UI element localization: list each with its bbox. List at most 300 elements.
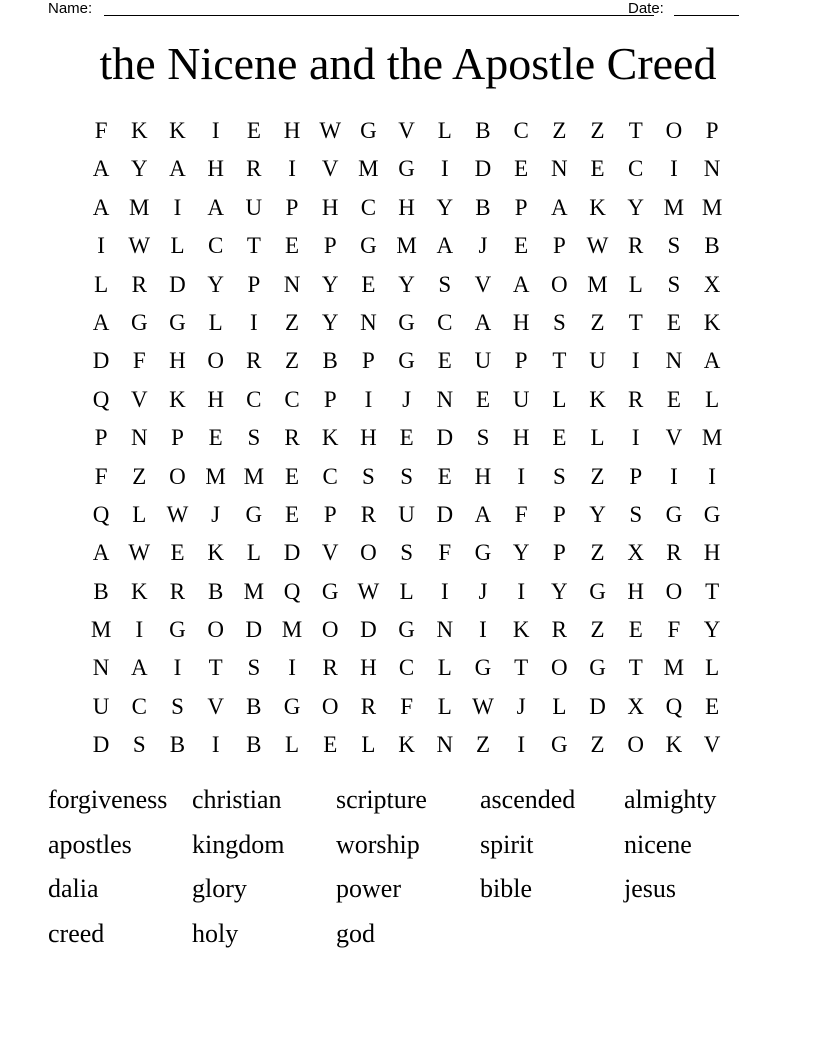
- grid-letter[interactable]: B: [704, 233, 720, 259]
- grid-letter[interactable]: I: [670, 463, 678, 489]
- grid-letter[interactable]: N: [92, 655, 110, 681]
- grid-letter[interactable]: Q: [92, 501, 110, 527]
- grid-letter[interactable]: E: [590, 156, 605, 182]
- grid-letter[interactable]: N: [665, 348, 683, 374]
- grid-letter[interactable]: E: [170, 540, 185, 566]
- grid-letter[interactable]: B: [322, 348, 338, 374]
- grid-letter[interactable]: A: [551, 194, 568, 220]
- grid-letter[interactable]: S: [132, 732, 146, 758]
- grid-letter[interactable]: V: [207, 693, 224, 719]
- grid-letter[interactable]: O: [665, 578, 683, 604]
- grid-letter[interactable]: K: [169, 386, 186, 412]
- grid-letter[interactable]: A: [92, 309, 110, 335]
- grid-letter[interactable]: D: [474, 156, 492, 182]
- grid-letter[interactable]: Z: [475, 732, 490, 758]
- grid-letter[interactable]: W: [472, 693, 494, 719]
- grid-letter[interactable]: N: [283, 271, 301, 297]
- grid-letter[interactable]: G: [245, 501, 263, 527]
- grid-letter[interactable]: N: [436, 617, 454, 643]
- grid-letter[interactable]: K: [207, 540, 224, 566]
- grid-letter[interactable]: C: [628, 156, 644, 182]
- grid-letter[interactable]: S: [552, 463, 566, 489]
- grid-letter[interactable]: R: [551, 617, 568, 643]
- grid-letter[interactable]: K: [130, 118, 148, 143]
- grid-letter[interactable]: A: [512, 271, 530, 297]
- grid-letter[interactable]: B: [475, 118, 491, 143]
- grid-letter[interactable]: C: [322, 463, 338, 489]
- grid-letter[interactable]: T: [208, 655, 223, 681]
- grid-letter[interactable]: L: [246, 540, 261, 566]
- grid-letter[interactable]: U: [245, 194, 263, 220]
- grid-letter[interactable]: B: [93, 578, 109, 604]
- grid-letter[interactable]: F: [514, 501, 528, 527]
- grid-letter[interactable]: M: [358, 156, 379, 182]
- grid-letter[interactable]: M: [129, 194, 150, 220]
- grid-letter[interactable]: E: [285, 501, 300, 527]
- grid-letter[interactable]: H: [512, 425, 530, 451]
- grid-letter[interactable]: G: [398, 348, 415, 374]
- grid-letter[interactable]: G: [398, 309, 415, 335]
- grid-letter[interactable]: D: [436, 425, 454, 451]
- grid-letter[interactable]: R: [131, 271, 147, 297]
- grid-letter[interactable]: G: [321, 578, 339, 604]
- grid-letter[interactable]: E: [475, 386, 490, 412]
- grid-letter[interactable]: I: [517, 732, 525, 758]
- grid-letter[interactable]: S: [476, 425, 490, 451]
- grid-letter[interactable]: R: [246, 156, 262, 182]
- grid-letter[interactable]: Z: [590, 540, 605, 566]
- grid-letter[interactable]: Z: [285, 348, 300, 374]
- grid-letter[interactable]: P: [552, 233, 566, 259]
- grid-letter[interactable]: I: [631, 425, 640, 451]
- grid-letter[interactable]: A: [474, 501, 492, 527]
- grid-letter[interactable]: N: [436, 386, 454, 412]
- grid-letter[interactable]: S: [362, 463, 375, 489]
- grid-letter[interactable]: Q: [665, 693, 683, 719]
- grid-letter[interactable]: D: [283, 540, 301, 566]
- grid-letter[interactable]: F: [438, 540, 452, 566]
- grid-letter[interactable]: L: [399, 578, 414, 604]
- grid-letter[interactable]: P: [94, 425, 108, 451]
- grid-letter[interactable]: O: [551, 655, 568, 681]
- grid-letter[interactable]: M: [663, 194, 685, 220]
- grid-letter[interactable]: Y: [207, 271, 224, 297]
- grid-letter[interactable]: S: [171, 693, 184, 719]
- grid-letter[interactable]: L: [705, 386, 720, 412]
- grid-letter[interactable]: X: [703, 271, 721, 297]
- grid-letter[interactable]: A: [130, 655, 148, 681]
- grid-letter[interactable]: J: [478, 233, 488, 259]
- grid-letter[interactable]: G: [398, 156, 415, 182]
- grid-letter[interactable]: R: [360, 501, 377, 527]
- grid-letter[interactable]: S: [247, 425, 261, 451]
- grid-letter[interactable]: E: [552, 425, 567, 451]
- grid-letter[interactable]: X: [627, 540, 645, 566]
- grid-letter[interactable]: Y: [551, 578, 568, 604]
- grid-letter[interactable]: H: [474, 463, 492, 489]
- grid-letter[interactable]: A: [474, 309, 492, 335]
- grid-letter[interactable]: A: [703, 348, 721, 374]
- grid-letter[interactable]: I: [440, 578, 449, 604]
- grid-letter[interactable]: H: [627, 578, 645, 604]
- grid-letter[interactable]: M: [701, 194, 723, 220]
- grid-letter[interactable]: F: [400, 693, 413, 719]
- grid-letter[interactable]: P: [629, 463, 643, 489]
- grid-letter[interactable]: T: [628, 118, 643, 143]
- grid-letter[interactable]: C: [360, 194, 377, 220]
- grid-letter[interactable]: O: [360, 540, 377, 566]
- grid-letter[interactable]: L: [361, 732, 376, 758]
- grid-letter[interactable]: K: [169, 118, 186, 143]
- grid-letter[interactable]: M: [396, 233, 417, 259]
- grid-letter[interactable]: A: [92, 156, 110, 182]
- grid-letter[interactable]: E: [208, 425, 223, 451]
- grid-letter[interactable]: K: [703, 309, 721, 335]
- grid-letter[interactable]: T: [246, 233, 261, 259]
- grid-letter[interactable]: N: [703, 156, 721, 182]
- grid-letter[interactable]: G: [474, 655, 492, 681]
- grid-letter[interactable]: N: [436, 732, 454, 758]
- grid-letter[interactable]: S: [400, 540, 413, 566]
- grid-letter[interactable]: I: [708, 463, 716, 489]
- grid-letter[interactable]: M: [243, 578, 265, 604]
- grid-letter[interactable]: M: [701, 425, 723, 451]
- grid-letter[interactable]: I: [288, 655, 296, 681]
- grid-letter[interactable]: R: [284, 425, 300, 451]
- grid-letter[interactable]: A: [92, 194, 110, 220]
- grid-letter[interactable]: D: [589, 693, 606, 719]
- grid-letter[interactable]: O: [169, 463, 186, 489]
- grid-letter[interactable]: T: [628, 655, 643, 681]
- grid-letter[interactable]: I: [631, 348, 640, 374]
- grid-letter[interactable]: P: [247, 271, 261, 297]
- grid-letter[interactable]: R: [628, 386, 644, 412]
- grid-letter[interactable]: P: [514, 348, 528, 374]
- grid-letter[interactable]: L: [285, 732, 300, 758]
- grid-letter[interactable]: R: [322, 655, 338, 681]
- grid-letter[interactable]: T: [705, 578, 720, 604]
- grid-letter[interactable]: V: [321, 156, 339, 182]
- grid-letter[interactable]: E: [705, 693, 720, 719]
- grid-letter[interactable]: V: [321, 540, 339, 566]
- grid-letter[interactable]: E: [514, 233, 529, 259]
- grid-letter[interactable]: L: [552, 693, 567, 719]
- grid-letter[interactable]: R: [666, 540, 682, 566]
- grid-letter[interactable]: G: [551, 732, 568, 758]
- grid-letter[interactable]: O: [665, 118, 683, 143]
- grid-letter[interactable]: T: [552, 348, 567, 374]
- grid-letter[interactable]: E: [285, 463, 300, 489]
- grid-letter[interactable]: Z: [285, 309, 300, 335]
- grid-letter[interactable]: K: [321, 425, 339, 451]
- grid-letter[interactable]: D: [245, 617, 263, 643]
- grid-letter[interactable]: I: [173, 655, 182, 681]
- grid-letter[interactable]: O: [207, 348, 224, 374]
- grid-letter[interactable]: T: [628, 309, 643, 335]
- grid-letter[interactable]: I: [517, 578, 525, 604]
- grid-letter[interactable]: G: [130, 309, 148, 335]
- grid-letter[interactable]: O: [627, 732, 645, 758]
- grid-letter[interactable]: S: [438, 271, 452, 297]
- grid-letter[interactable]: P: [705, 118, 719, 143]
- grid-letter[interactable]: G: [665, 501, 683, 527]
- grid-letter[interactable]: Y: [703, 617, 721, 643]
- grid-letter[interactable]: E: [399, 425, 414, 451]
- grid-letter[interactable]: M: [587, 271, 608, 297]
- grid-letter[interactable]: Y: [321, 271, 339, 297]
- grid-letter[interactable]: V: [398, 118, 415, 143]
- grid-letter[interactable]: H: [360, 655, 377, 681]
- grid-letter[interactable]: E: [323, 732, 338, 758]
- grid-letter[interactable]: Z: [590, 463, 605, 489]
- grid-row: [82, 496, 731, 534]
- grid-letter[interactable]: E: [285, 233, 300, 259]
- grid-letter[interactable]: Y: [589, 501, 606, 527]
- grid-letter[interactable]: V: [130, 386, 148, 412]
- grid-letter[interactable]: L: [437, 655, 452, 681]
- grid-letter[interactable]: S: [667, 271, 681, 297]
- grid-letter[interactable]: R: [169, 578, 186, 604]
- grid-letter[interactable]: E: [437, 348, 452, 374]
- grid-letter[interactable]: L: [94, 271, 109, 297]
- grid-letter[interactable]: M: [663, 655, 685, 681]
- grid-letter[interactable]: I: [364, 386, 373, 412]
- grid-letter[interactable]: L: [437, 693, 452, 719]
- grid-letter[interactable]: C: [284, 386, 300, 412]
- grid-letter[interactable]: C: [513, 118, 529, 143]
- grid-letter[interactable]: G: [360, 118, 377, 143]
- grid-letter[interactable]: T: [514, 655, 529, 681]
- grid-letter[interactable]: G: [589, 655, 606, 681]
- grid-letter[interactable]: S: [552, 309, 566, 335]
- grid-letter[interactable]: C: [131, 693, 147, 719]
- grid-letter[interactable]: I: [670, 156, 678, 182]
- grid-letter[interactable]: W: [128, 540, 151, 566]
- grid-letter[interactable]: K: [589, 386, 606, 412]
- grid-letter[interactable]: U: [398, 501, 415, 527]
- grid-letter[interactable]: I: [250, 309, 258, 335]
- grid-letter[interactable]: J: [211, 501, 221, 527]
- grid-letter[interactable]: Q: [92, 386, 110, 412]
- grid-letter[interactable]: D: [169, 271, 186, 297]
- grid-letter[interactable]: E: [514, 156, 529, 182]
- grid-letter[interactable]: D: [360, 617, 377, 643]
- grid-letter[interactable]: H: [360, 425, 377, 451]
- grid-letter[interactable]: Z: [590, 617, 605, 643]
- grid-letter[interactable]: Z: [590, 118, 605, 143]
- grid-letter[interactable]: O: [321, 693, 339, 719]
- grid-letter[interactable]: B: [207, 578, 224, 604]
- grid-letter[interactable]: D: [436, 501, 454, 527]
- grid-letter[interactable]: A: [207, 194, 224, 220]
- name-blank-line[interactable]: [104, 15, 654, 16]
- grid-row: [82, 419, 731, 457]
- grid-letter[interactable]: I: [479, 617, 487, 643]
- grid-letter[interactable]: L: [170, 233, 185, 259]
- grid-letter[interactable]: S: [247, 655, 261, 681]
- grid-row: [82, 266, 731, 304]
- grid-letter[interactable]: Z: [132, 463, 147, 489]
- grid-letter[interactable]: V: [665, 425, 683, 451]
- grid-letter[interactable]: Y: [321, 309, 339, 335]
- grid-letter[interactable]: I: [173, 194, 182, 220]
- grid-letter[interactable]: F: [94, 118, 108, 143]
- grid-letter[interactable]: B: [169, 732, 186, 758]
- grid-letter[interactable]: L: [552, 386, 567, 412]
- grid-letter[interactable]: P: [323, 386, 337, 412]
- grid-letter[interactable]: V: [474, 271, 492, 297]
- grid-letter[interactable]: W: [319, 118, 342, 143]
- word-bank-item: apostles: [48, 829, 132, 859]
- grid-letter[interactable]: H: [703, 540, 721, 566]
- word-bank-item: worship: [336, 829, 420, 859]
- grid-letter[interactable]: V: [703, 732, 721, 758]
- grid-letter[interactable]: C: [398, 655, 415, 681]
- grid-letter[interactable]: M: [205, 463, 226, 489]
- word-bank-item: power: [336, 874, 401, 904]
- grid-letter[interactable]: I: [135, 617, 144, 643]
- grid-letter[interactable]: J: [516, 693, 526, 719]
- grid-letter[interactable]: G: [703, 501, 721, 527]
- grid-letter[interactable]: D: [92, 732, 110, 758]
- grid-letter[interactable]: G: [474, 540, 492, 566]
- grid-letter[interactable]: O: [551, 271, 568, 297]
- grid-letter[interactable]: W: [357, 578, 380, 604]
- grid-letter[interactable]: I: [288, 156, 296, 182]
- grid-letter[interactable]: E: [628, 617, 643, 643]
- grid-letter[interactable]: H: [321, 194, 339, 220]
- grid-letter[interactable]: S: [400, 463, 413, 489]
- grid-letter[interactable]: G: [169, 309, 186, 335]
- grid-letter[interactable]: B: [246, 693, 262, 719]
- grid-letter[interactable]: G: [398, 617, 415, 643]
- grid-letter[interactable]: E: [666, 309, 681, 335]
- grid-letter[interactable]: G: [589, 578, 606, 604]
- grid-letter[interactable]: J: [402, 386, 412, 412]
- grid-letter[interactable]: K: [512, 617, 530, 643]
- page-title: the Nicene and the Apostle Creed: [99, 38, 717, 89]
- grid-letter[interactable]: A: [92, 540, 110, 566]
- grid-letter[interactable]: E: [246, 118, 261, 143]
- grid-letter[interactable]: F: [132, 348, 146, 374]
- grid-letter[interactable]: J: [478, 578, 488, 604]
- grid-letter[interactable]: P: [323, 501, 337, 527]
- grid-letter[interactable]: U: [589, 348, 606, 374]
- grid-letter[interactable]: G: [283, 693, 301, 719]
- grid-letter[interactable]: B: [246, 732, 262, 758]
- grid-letter[interactable]: M: [243, 463, 265, 489]
- grid-letter[interactable]: C: [207, 233, 224, 259]
- grid-letter[interactable]: L: [628, 271, 643, 297]
- grid-letter[interactable]: E: [666, 386, 681, 412]
- grid-letter[interactable]: R: [360, 693, 377, 719]
- grid-letter[interactable]: L: [590, 425, 605, 451]
- grid-letter[interactable]: H: [169, 348, 186, 374]
- grid-letter[interactable]: A: [169, 156, 186, 182]
- grid-letter[interactable]: L: [208, 309, 223, 335]
- grid-letter[interactable]: I: [517, 463, 525, 489]
- grid-letter[interactable]: Z: [590, 732, 605, 758]
- grid-letter[interactable]: N: [551, 156, 568, 182]
- grid-letter[interactable]: H: [512, 309, 530, 335]
- grid-letter[interactable]: A: [436, 233, 454, 259]
- grid-letter[interactable]: I: [211, 732, 220, 758]
- grid-letter[interactable]: R: [246, 348, 262, 374]
- grid-letter[interactable]: B: [475, 194, 491, 220]
- grid-letter[interactable]: P: [552, 501, 566, 527]
- grid-letter[interactable]: E: [437, 463, 452, 489]
- grid-letter[interactable]: W: [128, 233, 151, 259]
- grid-letter[interactable]: Y: [436, 194, 454, 220]
- grid-letter[interactable]: F: [667, 617, 681, 643]
- grid-letter[interactable]: S: [629, 501, 643, 527]
- grid-letter[interactable]: H: [207, 386, 224, 412]
- grid-letter[interactable]: K: [665, 732, 683, 758]
- grid-letter[interactable]: H: [283, 118, 301, 143]
- grid-letter[interactable]: P: [171, 425, 184, 451]
- grid-letter[interactable]: K: [130, 578, 148, 604]
- grid-letter[interactable]: P: [285, 194, 299, 220]
- grid-letter[interactable]: G: [360, 233, 377, 259]
- grid-letter[interactable]: K: [398, 732, 415, 758]
- grid-letter[interactable]: N: [130, 425, 148, 451]
- grid-letter[interactable]: G: [169, 617, 186, 643]
- grid-letter[interactable]: X: [627, 693, 645, 719]
- grid-row: [82, 688, 731, 726]
- grid-letter[interactable]: C: [246, 386, 262, 412]
- grid-letter[interactable]: O: [321, 617, 339, 643]
- grid-letter[interactable]: P: [514, 194, 528, 220]
- grid-letter[interactable]: S: [667, 233, 681, 259]
- grid-letter[interactable]: W: [586, 233, 609, 259]
- grid-letter[interactable]: M: [90, 617, 112, 643]
- grid-letter[interactable]: P: [552, 540, 566, 566]
- grid-letter[interactable]: I: [97, 233, 105, 259]
- grid-letter[interactable]: I: [211, 118, 220, 143]
- grid-letter[interactable]: P: [362, 348, 375, 374]
- grid-letter[interactable]: D: [92, 348, 110, 374]
- grid-letter[interactable]: U: [92, 693, 110, 719]
- grid-letter[interactable]: K: [589, 194, 606, 220]
- grid-letter[interactable]: U: [512, 386, 530, 412]
- grid-row: [82, 726, 731, 764]
- grid-letter[interactable]: P: [323, 233, 337, 259]
- grid-letter[interactable]: C: [437, 309, 453, 335]
- grid-letter[interactable]: E: [361, 271, 376, 297]
- grid-letter[interactable]: Z: [552, 118, 567, 143]
- grid-letter[interactable]: F: [94, 463, 108, 489]
- grid-letter[interactable]: W: [166, 501, 189, 527]
- grid-letter[interactable]: Z: [590, 309, 605, 335]
- grid-letter[interactable]: R: [628, 233, 644, 259]
- grid-letter[interactable]: L: [132, 501, 147, 527]
- grid-letter[interactable]: L: [705, 655, 720, 681]
- date-blank-line[interactable]: [674, 15, 739, 16]
- grid-letter[interactable]: U: [474, 348, 492, 374]
- grid-letter[interactable]: Y: [512, 540, 530, 566]
- grid-letter[interactable]: N: [360, 309, 377, 335]
- grid-letter[interactable]: O: [207, 617, 224, 643]
- grid-letter[interactable]: H: [207, 156, 224, 182]
- grid-letter[interactable]: Y: [627, 194, 645, 220]
- grid-letter[interactable]: M: [281, 617, 303, 643]
- grid-letter[interactable]: Q: [283, 578, 301, 604]
- grid-letter[interactable]: Y: [398, 271, 415, 297]
- grid-letter[interactable]: H: [398, 194, 415, 220]
- grid-letter[interactable]: L: [437, 118, 452, 143]
- grid-letter[interactable]: Y: [130, 156, 148, 182]
- grid-letter[interactable]: I: [440, 156, 449, 182]
